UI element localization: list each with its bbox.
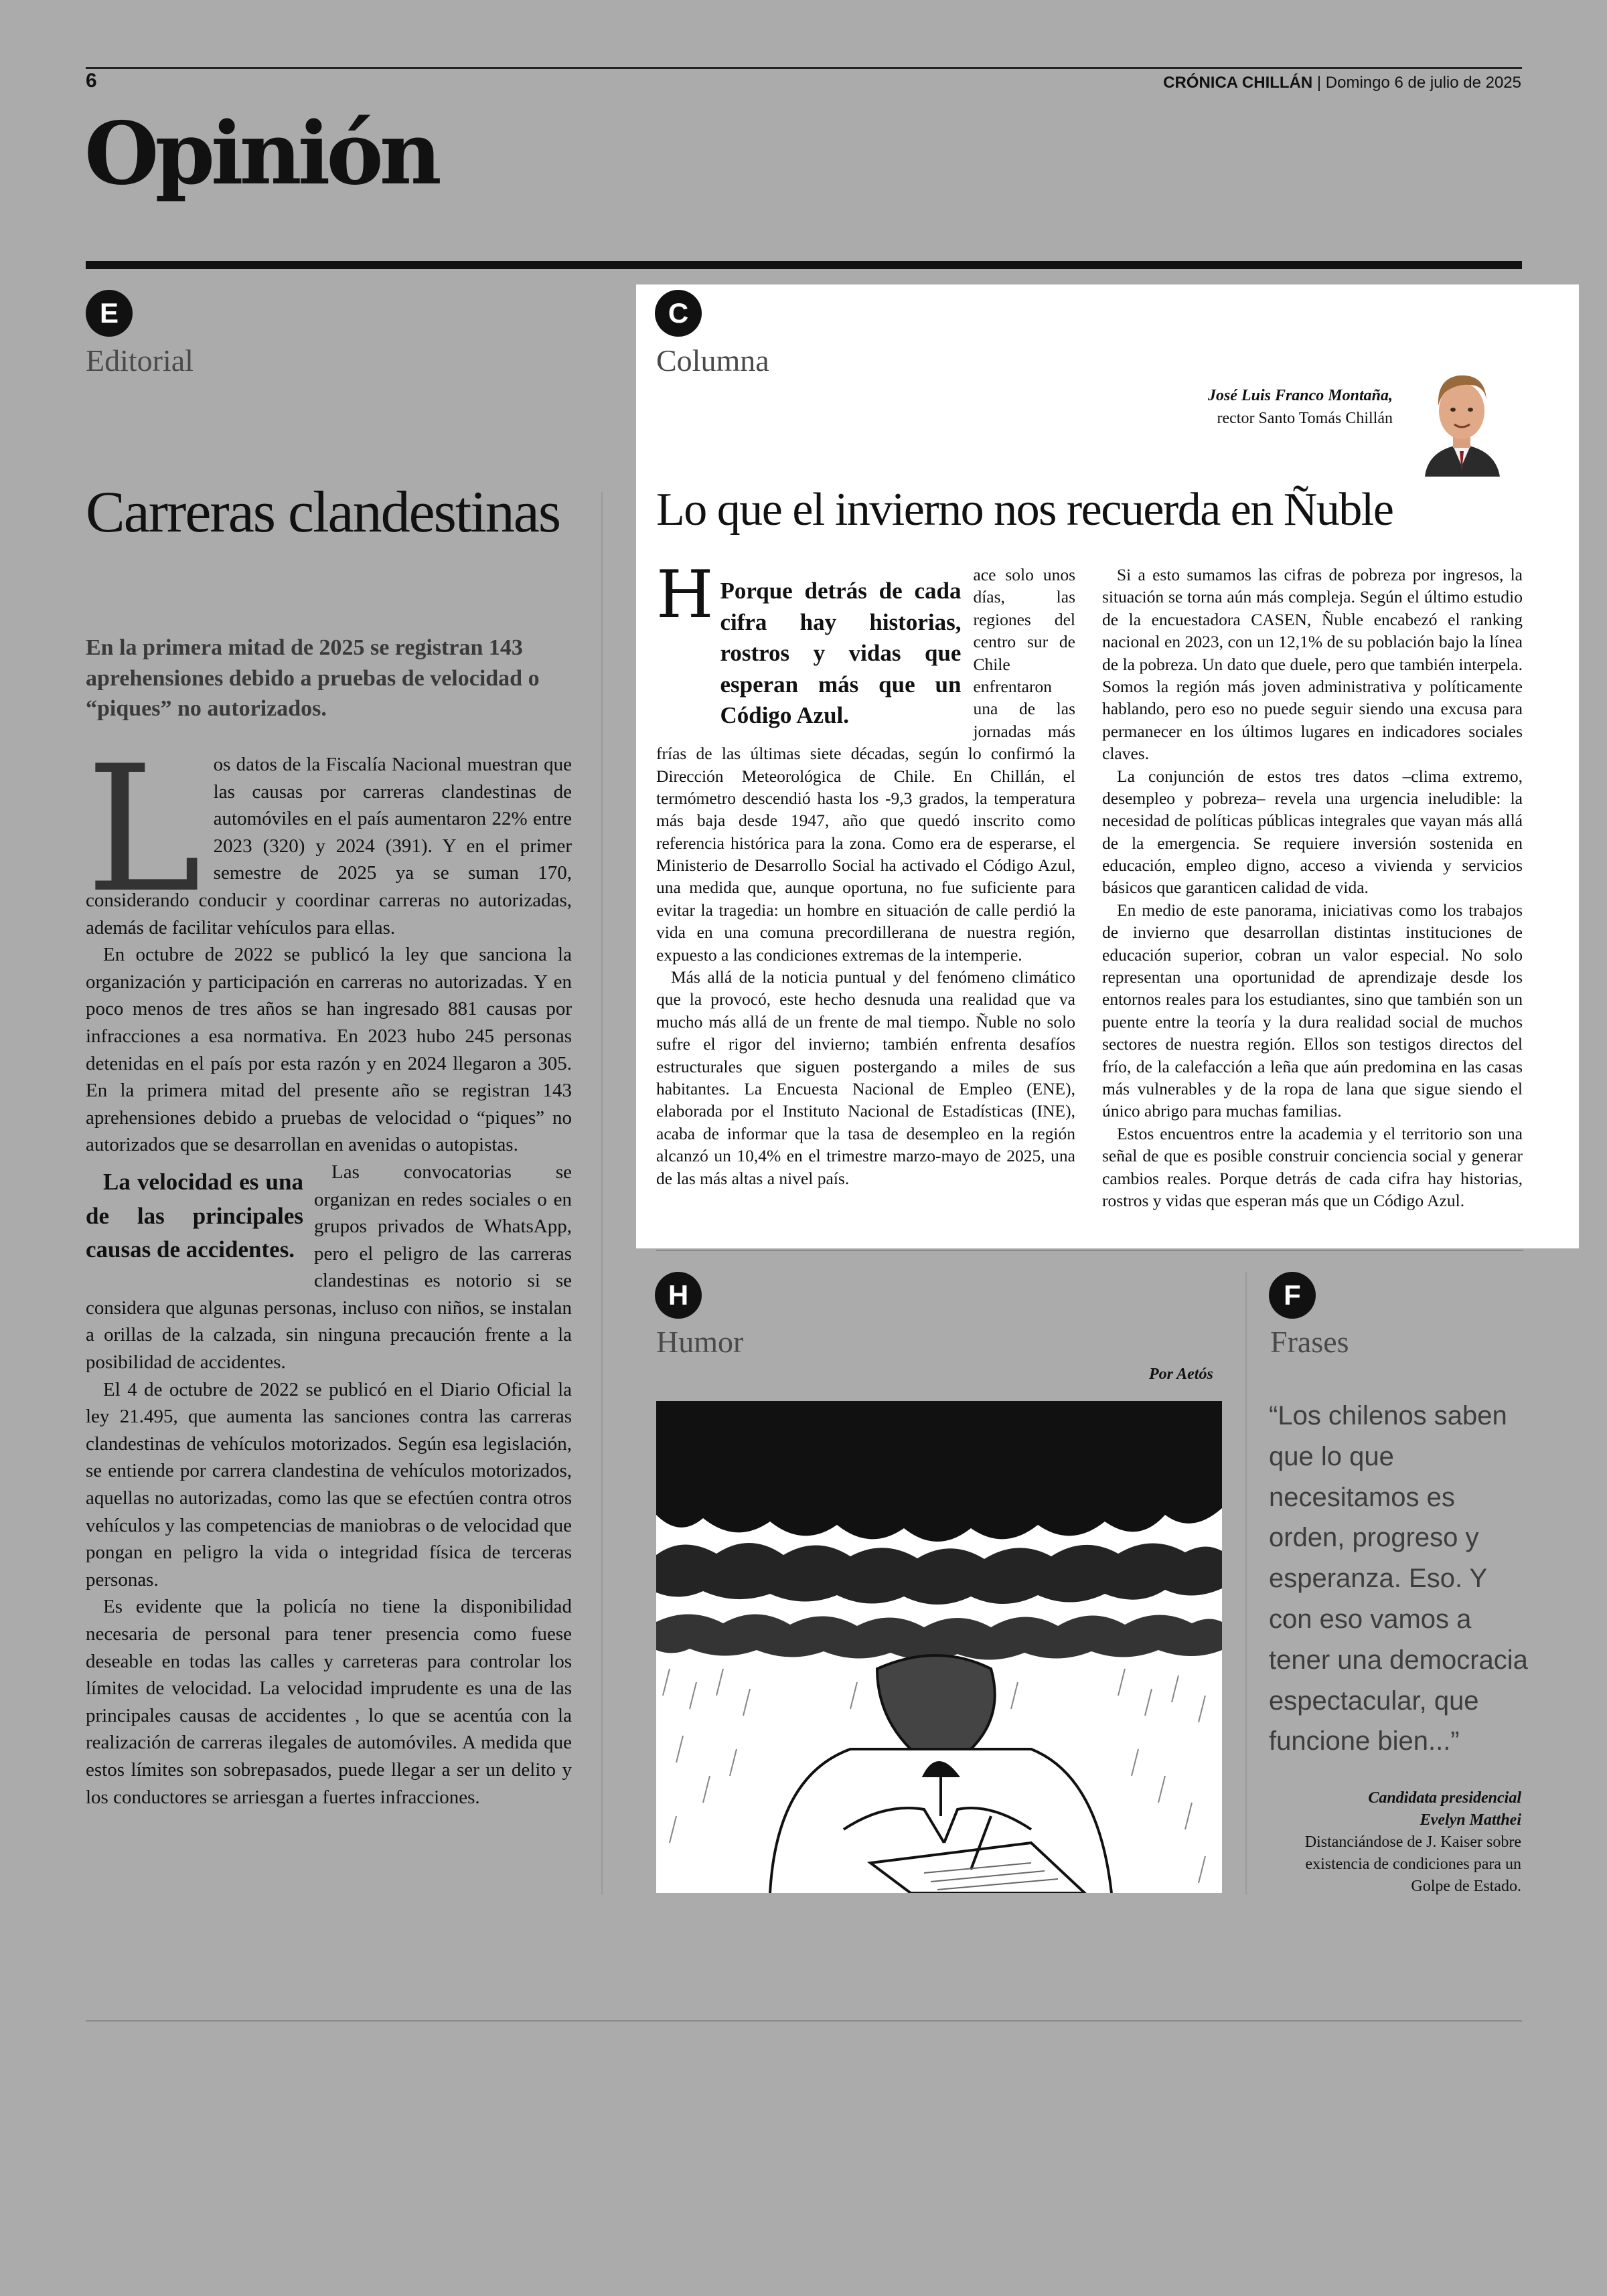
author-photo — [1418, 359, 1505, 477]
editorial-paragraph: En octubre de 2022 se publicó la ley que sanciona la organización y participación en carreras no autorizadas. Y en poco menos de tres años se han ingresado 881 causas por infracciones a esa normativa. En 2023 hubo 245 personas detenidas en el país por esta razón y en 2024 llegaron a 305. En la primera mitad del presente año se registran 143 aprehensiones debido a pruebas de velocidad o “piques” no autorizados que se desarrollan en avenidas o autopistas. — [86, 944, 572, 1156]
column-paragraph: La conjunción de estos tres datos –clima extremo, desempleo y pobreza– revela una urgencia ineludible: la necesidad de políticas públicas integrales que vayan más allá de la emergencia. Se requiere inversión sostenida en educación, empleo digno, acceso a vivienda y servicios básicos que garanticen calidad de vida. — [1102, 766, 1523, 898]
frases-divider — [1245, 1272, 1247, 1894]
editorial-badge: E — [86, 290, 133, 337]
page-number: 6 — [86, 70, 97, 92]
frases-kicker: Frases — [1270, 1325, 1349, 1359]
column-paragraph: Estos encuentros entre la academia y el territorio son una señal de que es posible construir conciencia social y generar cambios reales. Porque detrás de cada cifra hay historias, rostros y vidas que esperan más que un Código Azul. — [1102, 1123, 1523, 1210]
attribution-context: Distanciándose de J. Kaiser sobre existencia de condiciones para un Golpe de Estado. — [1304, 1833, 1521, 1896]
humor-credit: Por Aetós — [1149, 1366, 1213, 1383]
column-paragraph: Más allá de la noticia puntual y del fenómeno climático que la provocó, este hecho desnuda una realidad que va mucho más allá de un frente de mal tiempo. Ñuble no solo sufre el rigor del invierno; también enfrenta desafíos estructurales que siguen postergando a miles de sus habitantes. La Encuesta Nacional de Empleo (ENE), elaborada por el Instituto Nacional de Estadísticas (INE), acaba de informar que la tasa de desempleo en la región alcanzó un 10,4% en el trimestre marzo-mayo de 2025, una de las más altas a nivel país. — [656, 967, 1075, 1188]
editorial-drop-cap: L — [86, 751, 202, 931]
humor-kicker: Humor — [656, 1325, 744, 1359]
section-rule — [86, 261, 1522, 269]
column-body-right — [1102, 564, 1523, 1233]
editorial-kicker: Editorial — [86, 343, 194, 378]
column-divider — [601, 492, 603, 1894]
frases-quote: “Los chilenos saben que lo que necesitamos es orden, progreso y esperanza. Eso. Y con eso vamos a tener una democracia espectacular, que funcione bien...” — [1269, 1401, 1528, 1756]
editorial-deck: En la primera mitad de 2025 se registran 143 aprehensiones debido a pruebas de velocidad o “piques” no autorizados. — [86, 635, 540, 722]
frases-badge: F — [1269, 1272, 1316, 1319]
author-role: rector Santo Tomás Chillán — [1217, 409, 1393, 427]
editorial-body — [86, 751, 572, 1902]
attribution-role: Candidata presidencial — [1368, 1789, 1521, 1807]
editorial-paragraph: El 4 de octubre de 2022 se publicó en el Diario Oficial la ley 21.495, que aumenta las sanciones contra las carreras clandestinas de vehículos motorizados. Según esa legislación, se entiende por carrera clandestina de vehículos motorizados, aquellas no autorizadas, como las que se efectúen contra otros vehículos y las competencias de maniobras o de velocidad que pongan en peligro la vida o integridad física de terceras personas. — [86, 1378, 572, 1590]
column-paragraph: H Porque detrás de cada cifra hay historias, rostros y vidas que esperan más que un Código Azul. ace solo unos días, las regiones del centro sur de Chile enfrentaron una de las jornadas más frías de las últimas siete décadas, según lo confirmó la Dirección Meteorológica de Chile. En Chillán, el termómetro descendió hasta los -9,3 grados, la temperatura más baja desde 1947, año que quedó inscrito como referencia histórica para la zona. Como era de esperarse, el Ministerio de Desarrollo Social ha activado el Código Azul, una medida que, aunque oportuna, no fue suficiente para evitar la tragedia: un hombre en situación de calle perdió la vida en una comuna precordillerana de nuestra región, expuesto a las condiciones extremas de la intemperie. — [656, 564, 1075, 965]
column-body-left — [656, 564, 1075, 1233]
column-paragraph: En medio de este panorama, iniciativas como los trabajos de invierno que desarrollan distintas instituciones de educación superior, cobran un valor especial. No solo representan una oportunidad de aprendizaje desde los entornos reales para los estudiantes, sino que también son un puente entre la teoría y la dura realidad social de muchos sectores de nuestra región. Ellos son testigos directos del frío, de la calefacción a leña que aún predomina en las casas más vulnerables y de la ropa de lana que sigue siendo el único abrigo para muchas familias. — [1102, 900, 1523, 1121]
column-paragraph: Si a esto sumamos las cifras de pobreza por ingresos, la situación se torna aún más compleja. Según el último estudio de la encuestadora CASEN, Ñuble encabezó el ranking nacional en 2023, con un 12,1% de su población bajo la línea de la pobreza. Un dato que duele, pero que también interpela. Somos la región más joven administrativa y políticamente hablando, pero eso no puede seguir siendo una excusa para permanecer en los últimos lugares en indicadores sociales claves. — [1102, 565, 1523, 764]
author-name: José Luis Franco Montaña, — [1207, 387, 1393, 404]
editorial-headline: Carreras clandestinas — [86, 480, 560, 545]
attribution-name: Evelyn Matthei — [1420, 1811, 1521, 1829]
column-kicker: Columna — [656, 343, 769, 378]
column-headline: Lo que el invierno nos recuerda en Ñuble — [656, 484, 1393, 536]
cartoon-illustration — [656, 1401, 1222, 1893]
publication-name: CRÓNICA CHILLÁN — [1163, 74, 1313, 92]
column-pull-quote: Porque detrás de cada cifra hay historias, rostros y vidas que esperan más que un Código Azul. — [720, 578, 962, 729]
lower-section-rule — [656, 1250, 1523, 1251]
column-drop-cap: H — [656, 564, 714, 633]
editorial-paragraph: La velocidad es una de las principales causas de accidentes. Las convocatorias se organizan en redes sociales o en grupos privados de WhatsApp, pero el peligro de las carreras clandestinas es notorio si se considera que algunas personas, incluso con niños, se instalan a orillas de la calzada, sin ninguna precaución frente a la posibilidad de accidentes. — [86, 1161, 572, 1374]
section-title: Opinión — [84, 104, 438, 204]
column-badge: C — [655, 290, 702, 337]
humor-badge: H — [655, 1272, 702, 1319]
column-author — [1208, 385, 1393, 430]
publication-date: | Domingo 6 de julio de 2025 — [1316, 74, 1521, 92]
frases-attribution — [1280, 1787, 1521, 1898]
masthead — [1163, 74, 1521, 92]
editorial-paragraph: Es evidente que la policía no tiene la disponibilidad necesaria de personal para tener presencia como fuese deseable en todas las calles y carreteras para controlar los límites de velocidad. La velocidad imprudente es una de las principales causas de accidentes , lo que se acentúa con la realización de carreras ilegales de automóviles. A medida que estos límites son sobrepasados, puede llegar a ser un delito y los conductores se arriesgan a fuertes infracciones. — [86, 1596, 572, 1808]
editorial-pull-quote: La velocidad es una de las principales causas de accidentes. — [86, 1168, 303, 1263]
bottom-rule — [86, 2020, 1522, 2022]
top-rule — [86, 67, 1522, 69]
editorial-paragraph: Los datos de la Fiscalía Nacional muestran que las causas por carreras clandestinas de automóviles en el país aumentaron 22% entre 2023 (320) y 2024 (391). Y en el primer semestre de 2025 ya se suman 170, considerando conducir y coordinar carreras no autorizadas, además de facilitar vehículos para ellas. — [86, 751, 572, 938]
